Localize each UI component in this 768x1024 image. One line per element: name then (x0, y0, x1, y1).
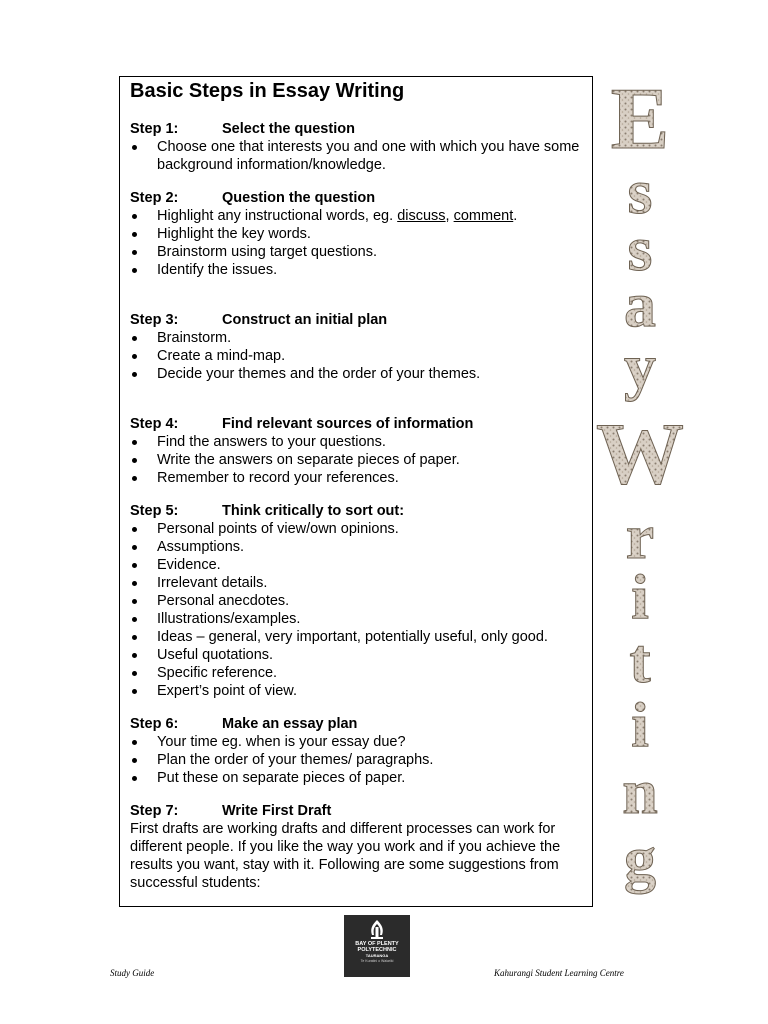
step-2-number: Step 2: (130, 190, 179, 206)
step-3-heading: Construct an initial plan (222, 312, 388, 328)
polytechnic-logo (344, 915, 410, 977)
underlined-word-discuss: discuss (397, 208, 446, 224)
step-3-list (130, 329, 590, 383)
list-item (130, 207, 590, 225)
side-letter-1: E (610, 71, 670, 168)
step-5-list (130, 520, 590, 700)
step-4-heading: Find relevant sources of information (222, 416, 474, 432)
side-title-essay-writing (596, 71, 692, 918)
list-item: Specific reference. (130, 664, 590, 682)
side-letter-5: y (624, 331, 656, 402)
step-3 (130, 311, 590, 383)
step-3-header (130, 311, 590, 329)
list-item: Plan the order of your themes/ paragraphs. (130, 751, 590, 769)
step-7 (130, 802, 590, 892)
list-item: Your time eg. when is your essay due? (130, 733, 590, 751)
step-1-list (130, 138, 590, 174)
underlined-word-comment: comment (453, 208, 514, 224)
list-item: Expert’s point of view. (130, 682, 590, 700)
list-item: Identify the issues. (130, 261, 590, 279)
list-item: Ideas – general, very important, potentially useful, only good. (130, 628, 590, 646)
list-item: Highlight the key words. (130, 225, 590, 243)
list-item: Remember to record your references. (130, 469, 590, 487)
step-1-heading: Select the question (222, 121, 355, 137)
list-item: Personal points of view/own opinions. (130, 520, 590, 538)
side-letter-6: W (596, 406, 684, 503)
step-2 (130, 189, 590, 279)
logo-line-2: POLYTECHNIC (357, 947, 397, 953)
list-item: Find the answers to your questions. (130, 433, 590, 451)
list-item: Put these on separate pieces of paper. (130, 769, 590, 787)
logo-emblem-icon (366, 919, 388, 941)
side-title-graphic (596, 71, 692, 918)
side-letter-4: a (624, 269, 656, 340)
step-6 (130, 715, 590, 787)
side-letter-8: i (631, 561, 649, 632)
list-item: Irrelevant details. (130, 574, 590, 592)
step-4-list (130, 433, 590, 487)
step-1-header (130, 120, 590, 138)
page-title: Basic Steps in Essay Writing (130, 80, 405, 102)
logo-line-3: TAURANGA (365, 953, 389, 958)
step-7-heading: Write First Draft (222, 803, 332, 819)
list-item: Choose one that interests you and one with which you have some background information/knowledge. (130, 138, 590, 174)
bullet-text: Highlight any instructional words, eg. (157, 208, 398, 224)
side-letter-7: r (625, 501, 655, 572)
list-item: Illustrations/examples. (130, 610, 590, 628)
list-item: Brainstorm. (130, 329, 590, 347)
bullet-text: , (445, 208, 454, 224)
step-7-paragraph: First drafts are working drafts and different processes can work for different people. If you like the way you work and if you achieve the results you want, stay with it. Following are some suggestions from successful students: (130, 821, 561, 891)
side-letter-3: s (627, 213, 653, 284)
step-5 (130, 502, 590, 700)
step-5-header (130, 502, 590, 520)
step-1-number: Step 1: (130, 121, 179, 137)
step-6-header (130, 715, 590, 733)
step-1 (130, 120, 590, 174)
logo-line-1: BAY OF PLENTY (355, 941, 399, 947)
side-letter-12: g (624, 823, 656, 894)
bullet-text: . (513, 208, 518, 224)
step-7-number: Step 7: (130, 803, 179, 819)
side-letter-2: s (627, 156, 653, 227)
step-5-heading: Think critically to sort out: (222, 503, 405, 519)
logo-line-4: Te Kuratini o Waiariki (360, 959, 394, 963)
list-item: Personal anecdotes. (130, 592, 590, 610)
list-item: Write the answers on separate pieces of paper. (130, 451, 590, 469)
list-item: Brainstorm using target questions. (130, 243, 590, 261)
step-3-number: Step 3: (130, 312, 179, 328)
step-6-heading: Make an essay plan (222, 716, 358, 732)
list-item: Useful quotations. (130, 646, 590, 664)
step-2-header (130, 189, 590, 207)
footer-left: Study Guide (110, 968, 155, 978)
list-item: Decide your themes and the order of your themes. (130, 365, 590, 383)
steps-content (130, 120, 590, 907)
list-item: Evidence. (130, 556, 590, 574)
side-letter-9: t (629, 625, 651, 696)
step-4 (130, 415, 590, 487)
list-item: Create a mind-map. (130, 347, 590, 365)
step-7-header (130, 802, 590, 820)
step-6-list (130, 733, 590, 787)
step-6-number: Step 6: (130, 716, 179, 732)
step-5-number: Step 5: (130, 503, 179, 519)
list-item: Assumptions. (130, 538, 590, 556)
step-4-number: Step 4: (130, 416, 179, 432)
step-2-heading: Question the question (222, 190, 376, 206)
side-letter-11: n (622, 756, 658, 827)
step-4-header (130, 415, 590, 433)
footer-right: Kahurangi Student Learning Centre (494, 968, 624, 978)
step-2-list (130, 207, 590, 279)
side-letter-10: i (631, 689, 649, 760)
